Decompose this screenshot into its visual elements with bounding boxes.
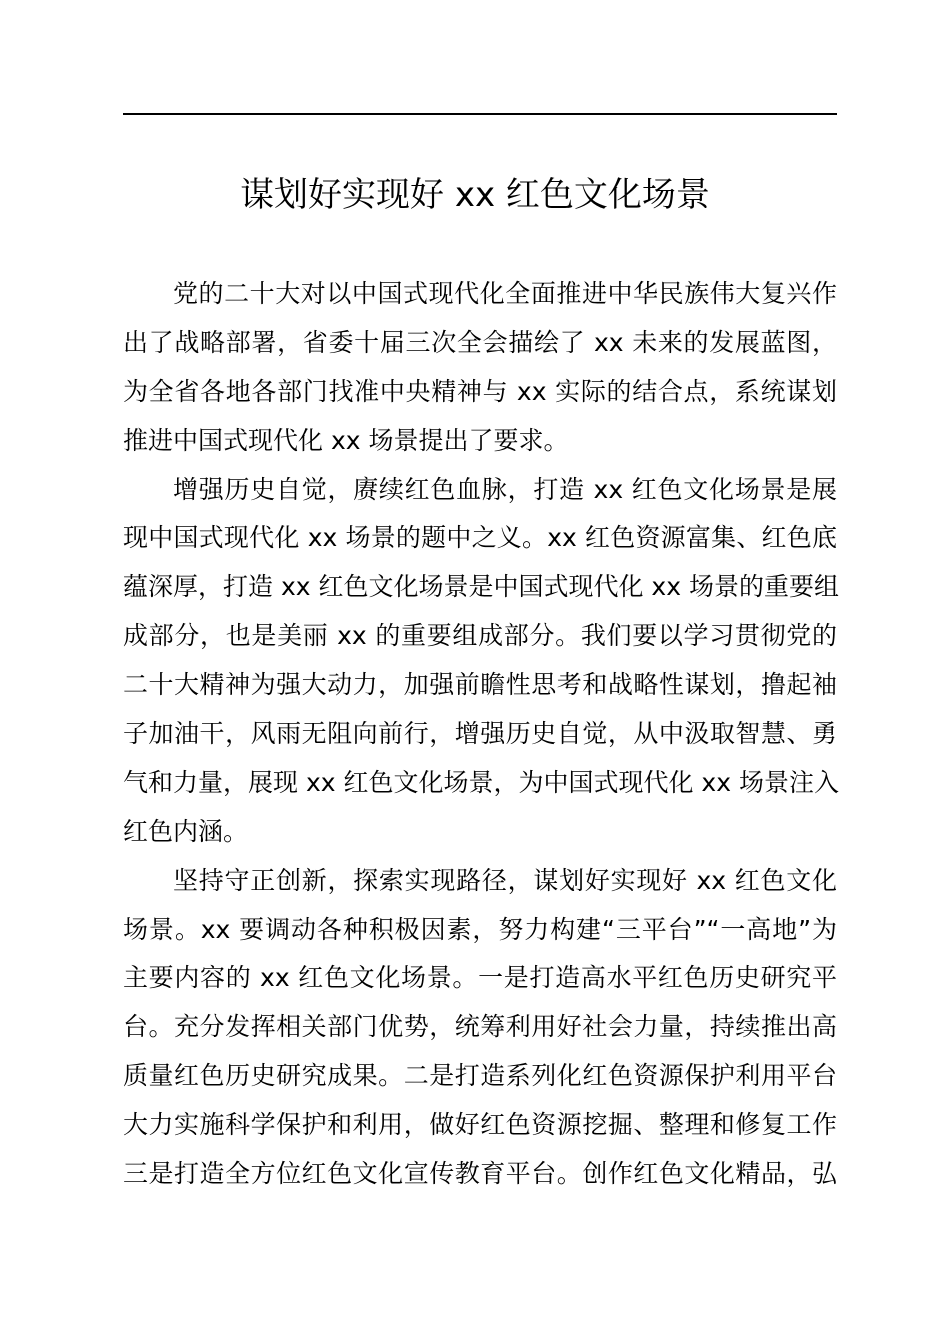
paragraph-1-line-1: 党的二十大对以中国式现代化全面推进中华民族伟大复兴作 (173, 279, 837, 308)
paragraph-1-line-3: 为全省各地各部门找准中央精神与 xx 实际的结合点，系统谋划 (123, 376, 837, 406)
paragraph-1-line-4: 推进中国式现代化 xx 场景提出了要求。 (123, 425, 569, 455)
paragraph-3-line-1: 坚持守正创新，探索实现路径，谋划好实现好 xx 红色文化 (173, 865, 837, 895)
header-rule (123, 113, 837, 115)
paragraph-2-line-5: 二十大精神为强大动力，加强前瞻性思考和战略性谋划，撸起袖 (123, 670, 837, 700)
paragraph-2-line-3: 蕴深厚，打造 xx 红色文化场景是中国式现代化 xx 场景的重要组 (123, 572, 839, 602)
paragraph-3-line-5: 质量红色历史研究成果。二是打造系列化红色资源保护利用平台 (123, 1061, 837, 1091)
paragraph-2-line-6: 子加油干，风雨无阻向前行，增强历史自觉，从中汲取智慧、勇 (123, 719, 837, 749)
paragraph-2-line-4: 成部分，也是美丽 xx 的重要组成部分。我们要以学习贯彻党的 (123, 621, 837, 651)
paragraph-3-line-2: 场景。xx 要调动各种积极因素，努力构建“三平台”“一高地”为 (123, 914, 837, 944)
document-title: 谋划好实现好 xx 红色文化场景 (240, 175, 710, 215)
paragraph-2-line-7: 气和力量，展现 xx 红色文化场景，为中国式现代化 xx 场景注入 (123, 767, 839, 797)
paragraph-2-line-8: 红色内涵。 (123, 816, 249, 846)
paragraph-3-line-7: 三是打造全方位红色文化宣传教育平台。创作红色文化精品，弘 (123, 1159, 837, 1189)
document-body (123, 270, 837, 1199)
paragraph-3-line-3: 主要内容的 xx 红色文化场景。一是打造高水平红色历史研究平 (123, 963, 837, 993)
paragraph-3-line-6: 大力实施科学保护和利用，做好红色资源挖掘、整理和修复工作 (123, 1110, 837, 1140)
paragraph-2-line-1: 增强历史自觉，赓续红色血脉，打造 xx 红色文化场景是展 (173, 474, 837, 504)
paragraph-2-line-2: 现中国式现代化 xx 场景的题中之义。xx 红色资源富集、红色底 (123, 523, 837, 553)
paragraph-3-line-4: 台。充分发挥相关部门优势，统筹利用好社会力量，持续推出高 (123, 1012, 837, 1042)
paragraph-1-line-2: 出了战略部署，省委十届三次全会描绘了 xx 未来的发展蓝图， (123, 327, 837, 357)
